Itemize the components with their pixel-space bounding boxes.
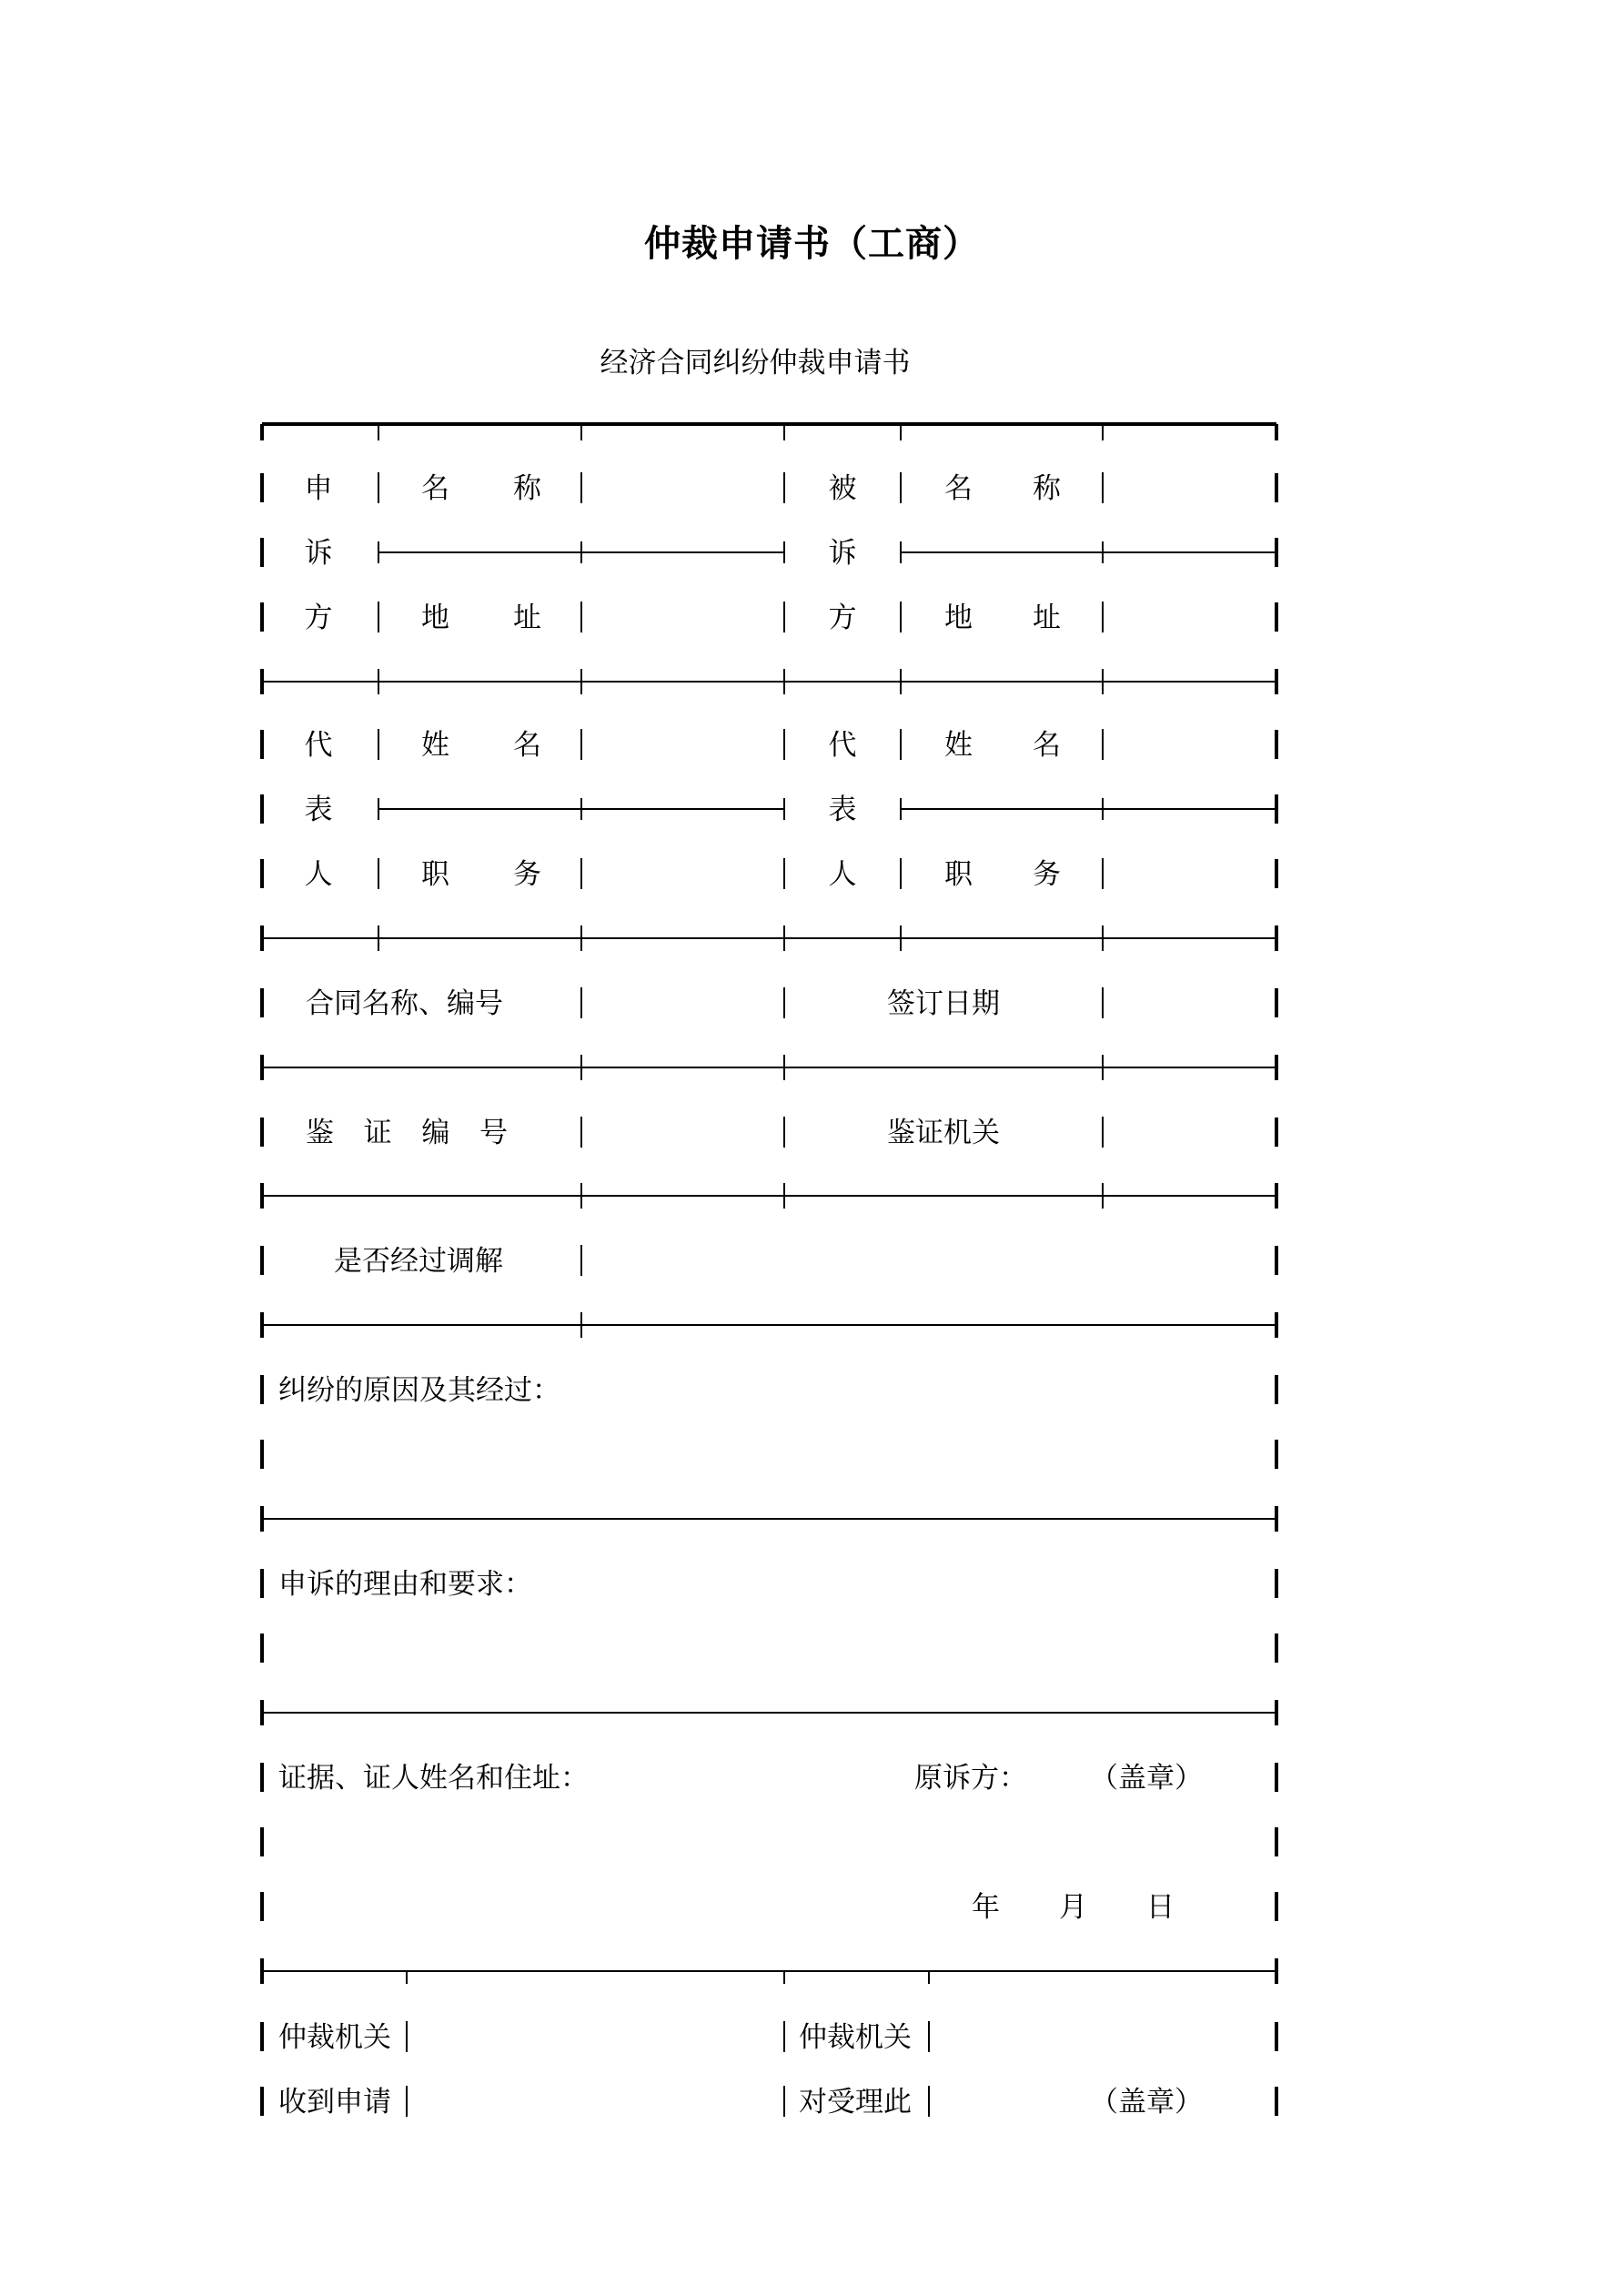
accepted-org-label-bottom: 对受理此 <box>799 2086 912 2119</box>
date-month-label: 月 <box>1059 1891 1087 1924</box>
respondent-rep-side-char-1: 代 <box>828 729 857 762</box>
accepted-org-label-top: 仲裁机关 <box>799 2021 912 2054</box>
verification-authority-label: 鉴证机关 <box>887 1117 1000 1149</box>
verification-number-char-3: 编 <box>421 1117 450 1149</box>
applicant-rep-side-char-3: 人 <box>304 858 333 891</box>
respondent-rep-name-label <box>944 729 1061 762</box>
received-org-label-bottom: 收到申请 <box>278 2086 391 2119</box>
respondent-rep-position-label-char-2: 务 <box>1033 858 1061 891</box>
contract-name-number-label: 合同名称、编号 <box>306 987 503 1020</box>
applicant-address-label <box>421 602 541 634</box>
received-org-label-top: 仲裁机关 <box>278 2021 391 2054</box>
applicant-rep-side-char-2: 表 <box>304 794 333 826</box>
applicant-side-char-2: 诉 <box>304 537 333 570</box>
respondent-address-label-char-2: 址 <box>1033 602 1061 634</box>
applicant-side-char-1: 申 <box>304 472 333 505</box>
applicant-rep-position-label-char-1: 职 <box>421 858 449 891</box>
applicant-rep-name-label-char-2: 名 <box>513 729 541 762</box>
claim-reason-label: 申诉的理由和要求： <box>278 1568 532 1601</box>
applicant-name-label-char-1: 名 <box>421 472 449 505</box>
applicant-rep-position-label <box>421 858 541 891</box>
original-applicant-label: 原诉方： <box>914 1762 1027 1795</box>
applicant-name-label <box>421 472 541 505</box>
respondent-rep-position-label <box>944 858 1061 891</box>
applicant-rep-position-label-char-2: 务 <box>513 858 541 891</box>
respondent-address-label <box>944 602 1061 634</box>
applicant-name-label-char-2: 称 <box>513 472 541 505</box>
applicant-rep-name-label <box>421 729 541 762</box>
signing-date-label: 签订日期 <box>887 987 1000 1020</box>
applicant-rep-name-label-char-1: 姓 <box>421 729 449 762</box>
page-title: 仲裁申请书（工商） <box>644 222 980 265</box>
evidence-label: 证据、证人姓名和住址： <box>278 1762 589 1795</box>
acceptance-seal-label: （盖章） <box>1090 2086 1203 2119</box>
respondent-name-label-char-2: 称 <box>1033 472 1061 505</box>
applicant-seal-label: （盖章） <box>1090 1762 1203 1795</box>
date-day-label: 日 <box>1146 1891 1175 1924</box>
applicant-rep-side-char-1: 代 <box>304 729 333 762</box>
applicant-address-label-char-2: 址 <box>513 602 541 634</box>
applicant-side-char-3: 方 <box>304 602 333 634</box>
date-year-label: 年 <box>972 1891 1000 1924</box>
respondent-name-label <box>944 472 1061 505</box>
mediated-label: 是否经过调解 <box>334 1245 503 1278</box>
respondent-side-char-3: 方 <box>828 602 857 634</box>
dispute-reason-label: 纠纷的原因及其经过： <box>278 1374 560 1407</box>
respondent-address-label-char-1: 地 <box>944 602 973 634</box>
respondent-rep-side-char-2: 表 <box>828 794 857 826</box>
respondent-rep-name-label-char-1: 姓 <box>944 729 973 762</box>
respondent-side-char-1: 被 <box>828 472 857 505</box>
verification-number-label <box>306 1117 508 1149</box>
form-subtitle: 经济合同纠纷仲裁申请书 <box>600 347 911 379</box>
applicant-address-label-char-1: 地 <box>421 602 449 634</box>
verification-number-char-4: 号 <box>479 1117 508 1149</box>
respondent-rep-name-label-char-2: 名 <box>1033 729 1061 762</box>
respondent-side-char-2: 诉 <box>828 537 857 570</box>
respondent-name-label-char-1: 名 <box>944 472 973 505</box>
respondent-rep-side-char-3: 人 <box>828 858 857 891</box>
respondent-rep-position-label-char-1: 职 <box>944 858 973 891</box>
verification-number-char-1: 鉴 <box>306 1117 334 1149</box>
verification-number-char-2: 证 <box>363 1117 392 1149</box>
